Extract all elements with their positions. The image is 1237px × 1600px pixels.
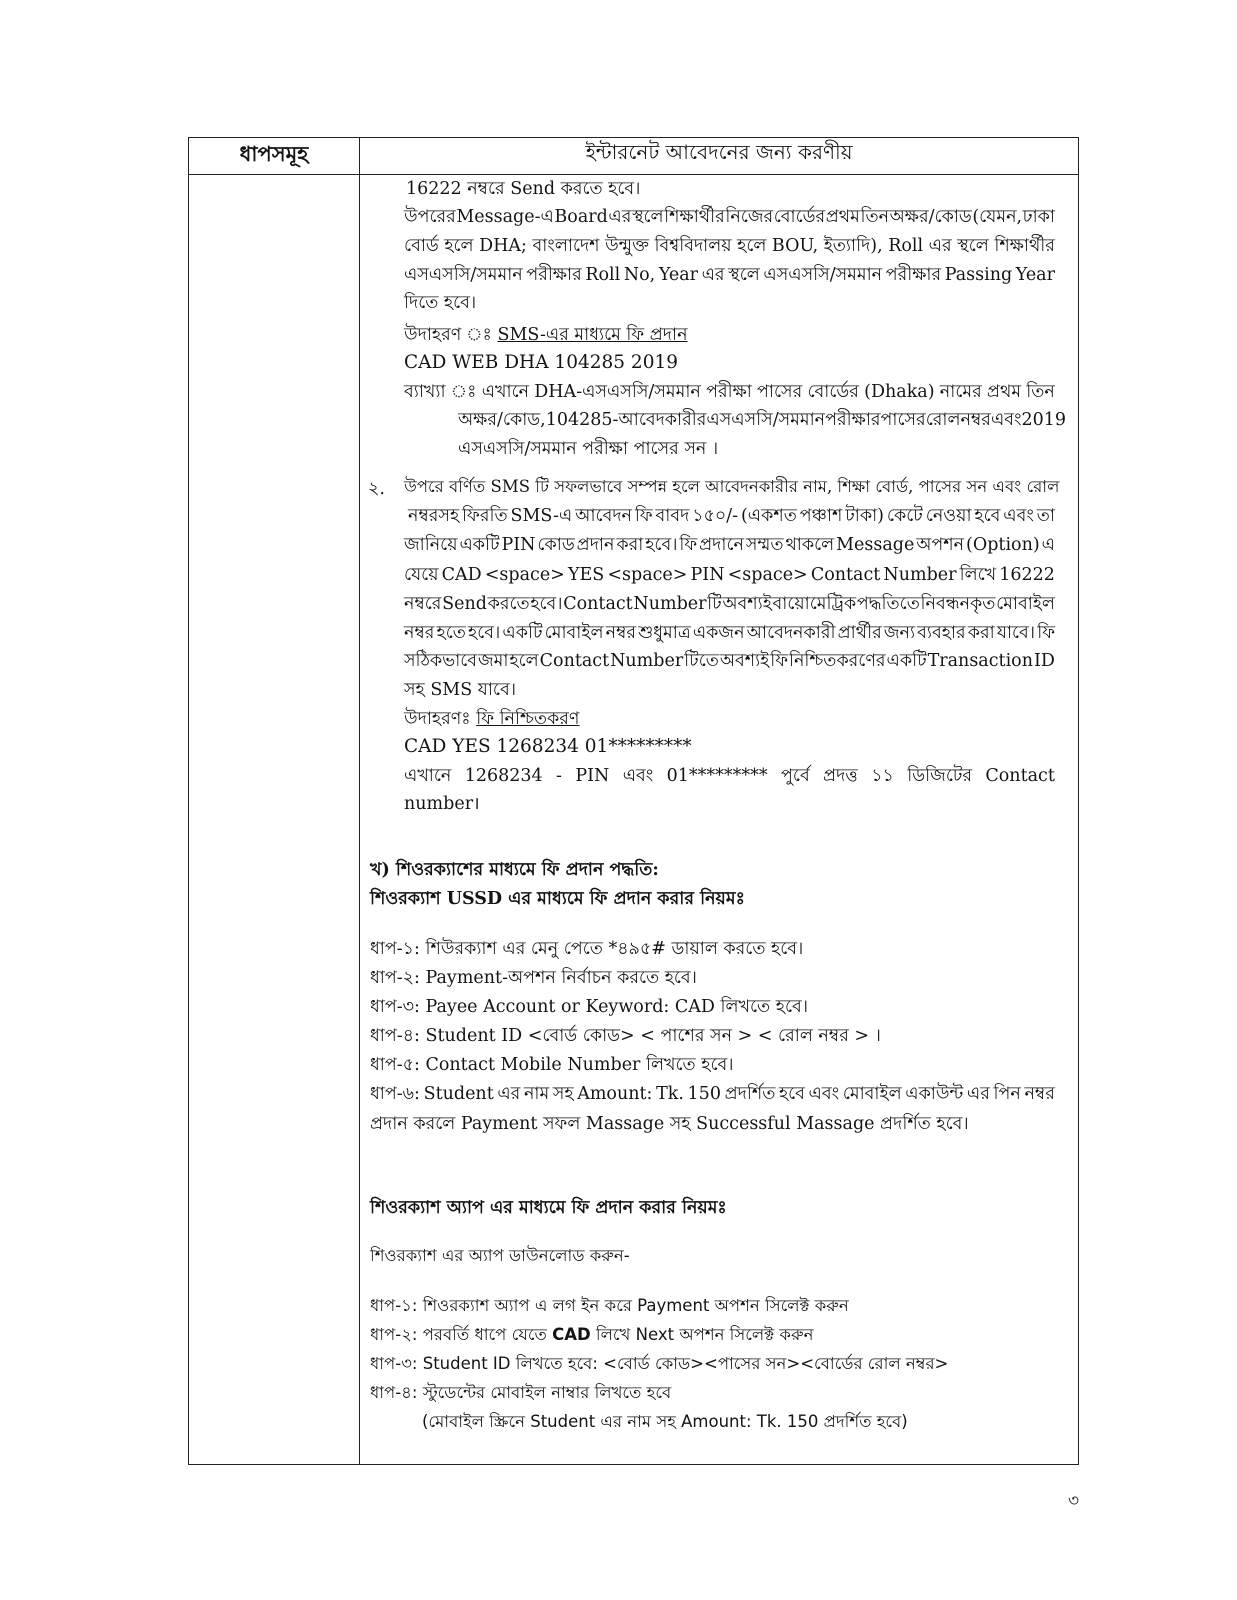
sms-para2-line5: নম্বরে Send করতে হবে। Contact Number টি অবশ্যই বায়োমেট্রিক পদ্ধতিতে নিবন্ধনকৃত মোবাইল — [404, 594, 1055, 614]
steps-column-cell — [189, 175, 360, 1465]
ussd-step4: ধাপ-৪: Student ID <বোর্ড কোড> < পাশের সন > < রোল নম্বর > । — [370, 1026, 881, 1046]
steps-table — [188, 137, 1079, 1465]
sms-explain-last: এসএসসি/সমমান পরীক্ষা পাসের সন । — [458, 439, 719, 459]
sms-para2-line3: জানিয়ে একটি PIN কোড প্রদান করা হবে। ফি প্রদানে সম্মত থাকলে Message অপশন (Option) এ — [404, 535, 1055, 555]
sms-para2-line7: সঠিকভাবে জমা হলে Contact Number টিতে অবশ্যই ফি নিশ্চিতকরণের একটি Transaction ID — [404, 651, 1055, 671]
fee-example-explain-last: number। — [404, 794, 480, 814]
fee-example-line — [404, 707, 580, 731]
app-step4-note: (মোবাইল স্ক্রিনে Student এর নাম সহ Amount: Tk. 150 প্রদর্শিত হবে) — [422, 1412, 908, 1431]
ussd-step5: ধাপ-৫: Contact Mobile Number লিখতে হবে। — [370, 1055, 734, 1075]
sms-example-line — [404, 323, 688, 347]
fee-example-explain: এখানে 1268234 - PIN এবং 01********* পুর্বে প্রদত্ত ১১ ডিজিটের Contact — [404, 766, 1055, 786]
sms-line1: 16222 নম্বরে Send করতে হবে। — [406, 179, 641, 199]
fee-example-code: CAD YES 1268234 01********* — [404, 736, 692, 757]
app-step2-keyword: CAD — [552, 1325, 591, 1344]
app-download: শিওরক্যাশ এর অ্যাপ ডাউনলোড করুন- — [370, 1246, 630, 1265]
app-step3: ধাপ-৩: Student ID লিখতে হবে: <বোর্ড কোড><পাসের সন><বোর্ডের রোল নম্বর> — [370, 1354, 949, 1373]
sms-para2-first: উপরে বর্ণিত SMS টি সফলভাবে সম্পন্ন হলে আবেদনকারীর নাম, শিক্ষা বোর্ড, পাসের সন এবং রোল — [404, 477, 1060, 496]
app-step1: ধাপ-১: শিওরক্যাশ অ্যাপ এ লগ ইন করে Payment অপশন সিলেক্ট করুন — [370, 1296, 849, 1315]
sms-para2-last: সহ SMS যাবে। — [404, 680, 516, 700]
sms-example-code: CAD WEB DHA 104285 2019 — [404, 352, 679, 373]
fee-example-title: ফি নিশ্চিতকরণ — [476, 709, 580, 729]
ussd-step1: ধাপ-১: শিউরক্যাশ এর মেনু পেতে *৪৯৫# ডায়াল করতে হবে। — [370, 939, 804, 959]
app-heading: শিওরক্যাশ অ্যাপ এর মাধ্যমে ফি প্রদান করার নিয়মঃ — [370, 1198, 727, 1218]
ussd-step3: ধাপ-৩: Payee Account or Keyword: CAD লিখতে হবে। — [370, 997, 808, 1017]
sms-para1-line3: এসএসসি/সমমান পরীক্ষার Roll No, Year এর স্থলে এসএসসি/সমমান পরীক্ষার Passing Year — [404, 265, 1055, 285]
sms-para2-line6: নম্বর হতে হবে। একটি মোবাইল নম্বর শুধুমাত্র একজন আবেদনকারী প্রার্থীর জন্য ব্যবহার করা যাবে। ফি — [404, 623, 1055, 643]
surecash-heading: খ) শিওরক্যাশের মাধ্যমে ফি প্রদান পদ্ধতি: — [370, 860, 659, 880]
app-step2-post: লিখে Next অপশন সিলেক্ট করুন — [590, 1325, 814, 1344]
ussd-step2: ধাপ-২: Payment-অপশন নির্বাচন করতে হবে। — [370, 968, 697, 988]
ussd-heading: শিওরক্যাশ USSD এর মাধ্যমে ফি প্রদান করার নিয়মঃ — [370, 889, 745, 909]
sms-para1-line2: বোর্ড হলে DHA; বাংলাদেশ উন্মুক্ত বিশ্ববিদালয় হলে BOU, ইত্যাদি), Roll এর স্থলে শিক্ষার্থীর — [404, 236, 1055, 256]
table-header-row — [189, 138, 1079, 175]
app-step2-pre: ধাপ-২: পরবর্তি ধাপে যেতে — [370, 1325, 553, 1344]
fee-example-label: উদাহরণঃ — [404, 709, 471, 729]
page-number: ৩ — [1068, 1491, 1080, 1511]
sms-explain-line2: অক্ষর/কোড,104285-আবেদকারীর এসএসসি/সমমান পরীক্ষার পাসের রোল নম্বর এবং 2019 — [458, 410, 1067, 430]
ussd-step6-last: প্রদান করলে Payment সফল Massage সহ Successful Massage প্রদর্শিত হবে। — [370, 1114, 969, 1134]
sms-para1-line1: উপরের Message-এ Board এর স্থলে শিক্ষার্থীর নিজের বোর্ডের প্রথম তিন অক্ষর/কোড (যেমন, ঢাকা — [404, 207, 1055, 227]
ussd-step6: ধাপ-৬: Student এর নাম সহ Amount: Tk. 150 প্রদর্শিত হবে এবং মোবাইল একাউন্ট এর পিন নম্বর — [370, 1084, 1055, 1104]
sms-para2-line4: যেয়ে CAD <space> YES <space> PIN <space> Contact Number লিখে 16222 — [404, 565, 1055, 585]
app-step4: ধাপ-৪: স্টুডেন্টের মোবাইল নাম্বার লিখতে হবে — [370, 1383, 672, 1402]
instructions-cell — [360, 175, 1079, 1465]
table-body-row — [189, 175, 1079, 1465]
sms-step2-number: ২. — [368, 479, 385, 499]
app-step2 — [370, 1323, 813, 1347]
header-todo: ইন্টারনেট আবেদনের জন্য করণীয় — [360, 138, 1079, 175]
header-steps: ধাপসমূহ — [189, 138, 360, 175]
sms-explain-line1: ব্যাখ্যা ঃ এখানে DHA-এসএসসি/সমমান পরীক্ষা পাসের বোর্ডের (Dhaka) নামের প্রথম তিন — [404, 382, 1055, 402]
sms-example-title: SMS-এর মাধ্যমে ফি প্রদান — [497, 325, 688, 345]
instructions-content — [360, 175, 1080, 1467]
sms-para2-line2: নম্বরসহ ফিরতি SMS-এ আবেদন ফি বাবদ ১৫০/- (একশত পঞ্চাশ টাকা) কেটে নেওয়া হবে এবং তা — [408, 506, 1055, 526]
sms-example-label: উদাহরণ ঃ — [404, 325, 492, 345]
sms-para1-last: দিতে হবে। — [404, 293, 477, 313]
